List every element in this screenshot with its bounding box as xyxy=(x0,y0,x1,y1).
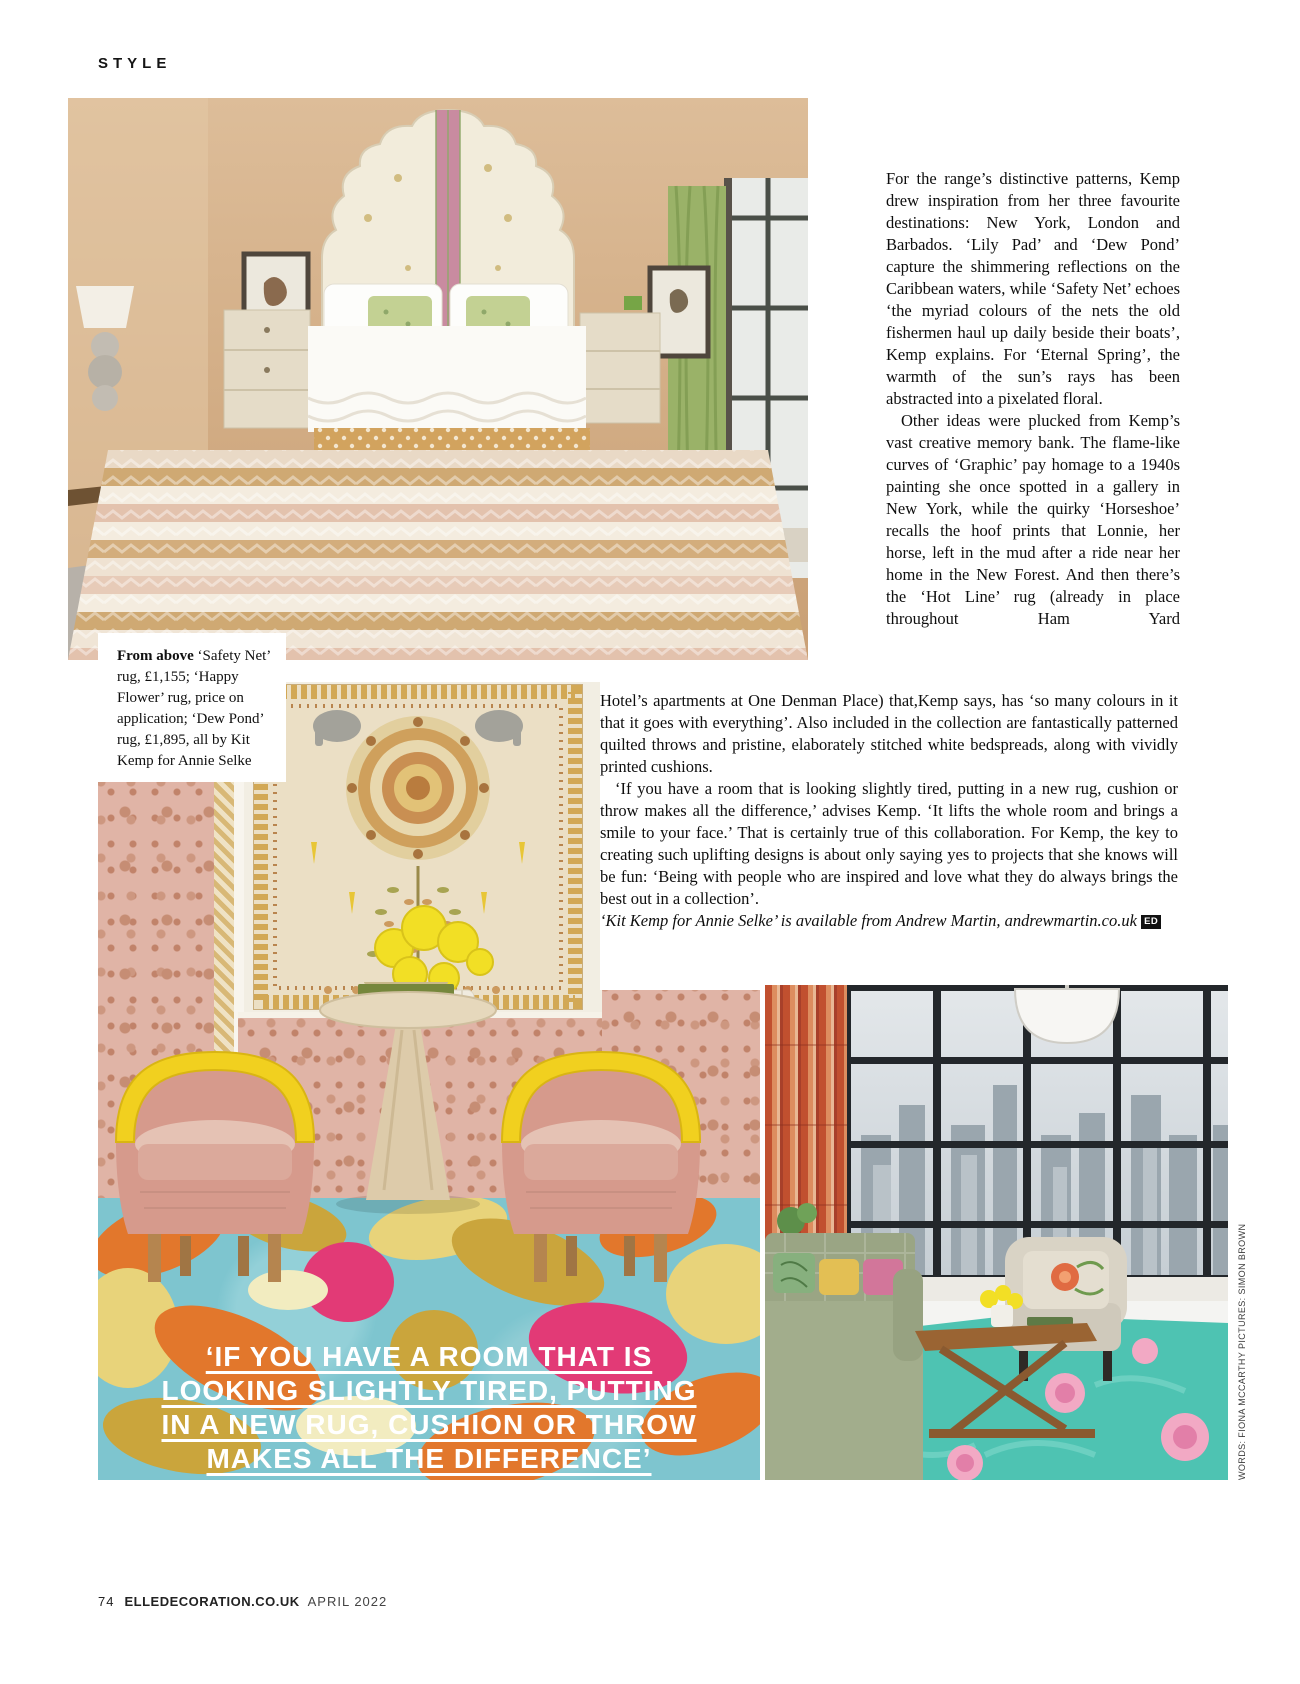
footer-site: ELLEDECORATION.CO.UK xyxy=(124,1594,300,1609)
photo-credits: WORDS: FIONA MCCARTHY PICTURES: SIMON BROWN xyxy=(1237,1223,1247,1480)
body-paragraph-2-continued: Hotel’s apartments at One Denman Place) that,Kemp says, has ‘so many colours in it that it goes with everything’. Also included in the collection are fantastically patterned quilted throws and pristine, elaborately stitched white bedspreads, along with vividly printed cushions. xyxy=(600,691,1178,776)
section-label: STYLE xyxy=(98,55,172,72)
bedroom-photo-art xyxy=(68,98,808,660)
body-paragraph-2: Other ideas were plucked from Kemp’s vast creative memory bank. The flame-like curves of ‘Graphic’ pay homage to a 1940s painting she once spotted in a gallery in New York, while the quirky ‘Horseshoe’ recalls the hoof prints that Lonnie, her horse, left in the mud after a ride near her home in the New Forest. And then there’s the ‘Hot Line’ rug (already in place throughout Ham Yard xyxy=(886,411,1180,628)
pull-quote-line: IN A NEW RUG, CUSHION OR THROW xyxy=(161,1409,697,1440)
tub-chair-right xyxy=(502,1052,700,1282)
ed-logo: ED xyxy=(1141,915,1161,929)
body-column-wide xyxy=(600,690,1178,932)
living-room-photo xyxy=(765,985,1228,1480)
page-number: 74 xyxy=(98,1594,115,1609)
tub-chair-left xyxy=(116,1052,314,1282)
tub-chairs-and-table xyxy=(98,982,760,1312)
sofa xyxy=(765,1203,923,1480)
pull-quote xyxy=(98,1340,760,1476)
bedroom-photo xyxy=(68,98,808,660)
pull-quote-line: LOOKING SLIGHTLY TIRED, PUTTING xyxy=(161,1375,697,1406)
pull-quote-line: ‘IF YOU HAVE A ROOM THAT IS xyxy=(205,1341,653,1372)
living-room-art xyxy=(765,985,1228,1480)
footer-issue: APRIL 2022 xyxy=(307,1594,388,1609)
pedestal-table xyxy=(320,982,496,1214)
body-paragraph-3: ‘If you have a room that is looking slightly tired, putting in a new rug, cushion or throw makes all the difference,’ advises Kemp. ‘It lifts the whole room and brings a smile to your face.’ That is certainly true of this collaboration. For Kemp, the key to creating such uplifting designs is about only saying yes to projects that she knows will be fun: ‘Being with people who are inspired and love what they do always brings the best out in a collection’. xyxy=(600,779,1178,908)
photo-caption xyxy=(98,633,286,782)
page-footer xyxy=(98,1594,387,1609)
body-column-narrow xyxy=(886,168,1180,630)
caption-text: ‘Safety Net’ rug, £1,155; ‘Happy Flower’ rug, price on application; ‘Dew Pond’ rug, £1,895, all by Kit Kemp for Annie Selke xyxy=(117,648,271,769)
availability-line xyxy=(600,910,1178,932)
caption-lead: From above xyxy=(117,648,194,664)
availability-text: ‘Kit Kemp for Annie Selke’ is available from Andrew Martin, andrewmartin.co.uk xyxy=(600,911,1142,930)
body-paragraph-1: For the range’s distinctive patterns, Kemp drew inspiration from her three favourite destinations: New York, London and Barbados. ‘Lily Pad’ and ‘Dew Pond’ capture the shimmering reflections on the Caribbean waters, while ‘Safety Net’ echoes ‘the myriad colours of the nets the old fishermen haul up daily beside their boats’, Kemp explains. For ‘Eternal Spring’, the warmth of the sun’s rays has been abstracted into a pixelated floral. xyxy=(886,169,1180,408)
pull-quote-line: MAKES ALL THE DIFFERENCE’ xyxy=(206,1443,652,1474)
